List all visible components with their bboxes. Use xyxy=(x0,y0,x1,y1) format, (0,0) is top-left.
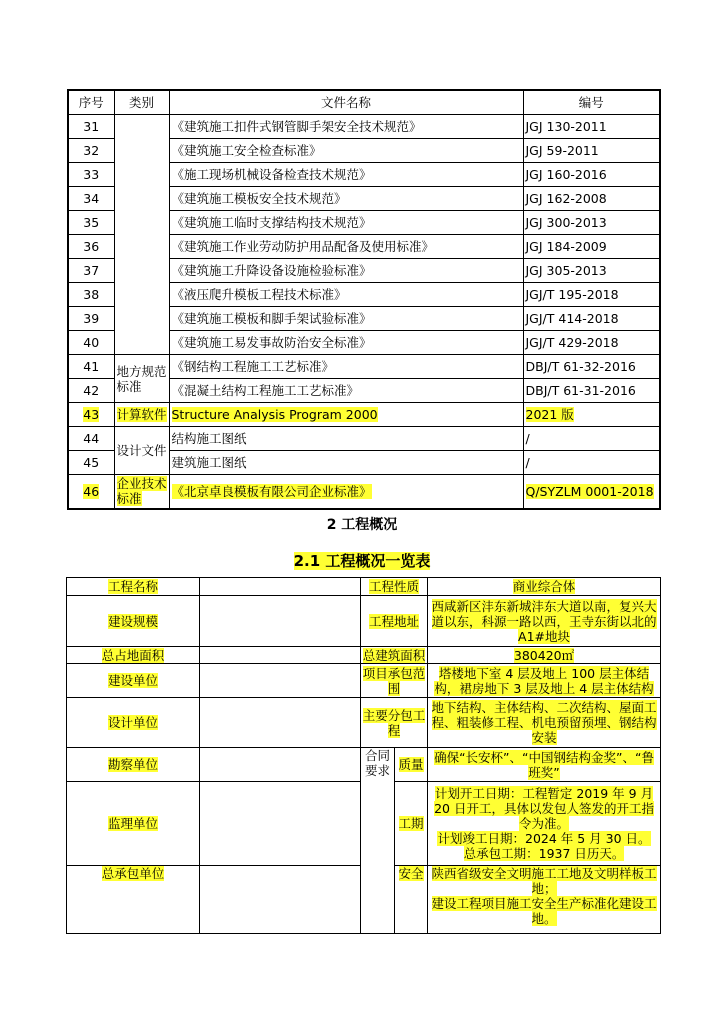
row-code: JGJ 184-2009 xyxy=(523,235,660,259)
supervisor-label: 监理单位 xyxy=(67,782,200,866)
survey-value xyxy=(200,748,361,782)
safety-value: 陕西省级安全文明施工工地及文明样板工地； 建设工程项目施工安全生产标准化建设工地。 xyxy=(428,866,661,934)
row-document-name: 《建筑施工模板和脚手架试验标准》 xyxy=(169,307,523,331)
row-category: 设计文件 xyxy=(114,427,169,475)
subcontract-label: 主要分包工程 xyxy=(361,698,428,748)
row-category: 计算软件 xyxy=(114,403,169,427)
row-code: 2021 版 xyxy=(523,403,660,427)
contract-scope-value: 塔楼地下室 4 层及地上 100 层主体结构，裙房地下 3 层及地上 4 层主体结构 xyxy=(428,664,661,698)
row-category: 企业技术标准 xyxy=(114,475,169,509)
table-header-row xyxy=(68,90,660,115)
row-code: JGJ 305-2013 xyxy=(523,259,660,283)
total-area-label: 总建筑面积 xyxy=(361,647,428,664)
quality-label: 质量 xyxy=(395,748,428,782)
row-code: JGJ 300-2013 xyxy=(523,211,660,235)
row-document-name: 《建筑施工模板安全技术规范》 xyxy=(169,187,523,211)
row-code: JGJ 130-2011 xyxy=(523,115,660,139)
subcontract-value: 地下结构、主体结构、二次结构、屋面工程、粗装修工程、机电预留预埋、钢结构安装 xyxy=(428,698,661,748)
row-number: 45 xyxy=(68,451,114,475)
row-code: Q/SYZLM 0001-2018 xyxy=(523,475,660,509)
designer-value xyxy=(200,698,361,748)
header-no: 序号 xyxy=(68,90,114,115)
schedule-value: 计划开工日期：工程暂定 2019 年 9 月 20 日开工，具体以发包人签发的开工指令为准。 计划竣工日期：2024 年 5 月 30 日。 总承包工期：1937 日历天。 xyxy=(428,782,661,866)
gc-value xyxy=(200,866,361,934)
row-code: DBJ/T 61-32-2016 xyxy=(523,355,660,379)
row-code: / xyxy=(523,451,660,475)
row-number: 34 xyxy=(68,187,114,211)
row-number: 36 xyxy=(68,235,114,259)
row-code: / xyxy=(523,427,660,451)
owner-value xyxy=(200,664,361,698)
safety-label: 安全 xyxy=(395,866,428,934)
subsection-title xyxy=(0,551,724,571)
row-document-name: 《液压爬升模板工程技术标准》 xyxy=(169,283,523,307)
project-name-value xyxy=(200,578,361,596)
row-document-name: Structure Analysis Program 2000 xyxy=(169,403,523,427)
row-number: 42 xyxy=(68,379,114,403)
table-row xyxy=(67,596,661,647)
build-scale-value xyxy=(200,596,361,647)
table-row xyxy=(67,748,661,782)
row-document-name: 结构施工图纸 xyxy=(169,427,523,451)
supervisor-value xyxy=(200,782,361,866)
row-document-name: 《建筑施工升降设备设施检验标准》 xyxy=(169,259,523,283)
table-row xyxy=(68,475,660,509)
land-area-value xyxy=(200,647,361,664)
row-document-name: 《钢结构工程施工工艺标准》 xyxy=(169,355,523,379)
row-document-name: 《建筑施工作业劳动防护用品配备及使用标准》 xyxy=(169,235,523,259)
row-category: 地方规范标准 xyxy=(114,355,169,403)
row-code: JGJ/T 195-2018 xyxy=(523,283,660,307)
row-document-name: 《建筑施工安全检查标准》 xyxy=(169,139,523,163)
row-document-name: 《建筑施工扣件式钢管脚手架安全技术规范》 xyxy=(169,115,523,139)
row-number: 39 xyxy=(68,307,114,331)
quality-value: 确保“长安杯”、“中国钢结构金奖”、“鲁班奖” xyxy=(428,748,661,782)
section-title: 2 工程概况 xyxy=(326,517,398,533)
standards-table xyxy=(67,89,661,510)
row-document-name: 《建筑施工临时支撑结构技术规范》 xyxy=(169,211,523,235)
row-code: JGJ 160-2016 xyxy=(523,163,660,187)
project-nature-label: 工程性质 xyxy=(361,578,428,596)
row-document-name: 建筑施工图纸 xyxy=(169,451,523,475)
table-row xyxy=(68,355,660,379)
table-row xyxy=(67,698,661,748)
header-code: 编号 xyxy=(523,90,660,115)
table-row xyxy=(67,664,661,698)
designer-label: 设计单位 xyxy=(67,698,200,748)
location-value: 西咸新区沣东新城沣东大道以南，复兴大道以东，科源一路以西，王寺东街以北的A1#地块 xyxy=(428,596,661,647)
row-number: 31 xyxy=(68,115,114,139)
overview-table xyxy=(66,577,661,934)
row-number: 38 xyxy=(68,283,114,307)
row-number: 32 xyxy=(68,139,114,163)
subsection-title-text: 2.1 工程概况一览表 xyxy=(293,552,431,570)
row-number: 35 xyxy=(68,211,114,235)
header-name: 文件名称 xyxy=(169,90,523,115)
table-row xyxy=(68,115,660,139)
contract-scope-label: 项目承包范围 xyxy=(361,664,428,698)
table-row xyxy=(68,427,660,451)
row-number: 44 xyxy=(68,427,114,451)
survey-label: 勘察单位 xyxy=(67,748,200,782)
row-code: DBJ/T 61-31-2016 xyxy=(523,379,660,403)
row-code: JGJ/T 414-2018 xyxy=(523,307,660,331)
schedule-label: 工期 xyxy=(395,782,428,866)
row-number: 41 xyxy=(68,355,114,379)
project-name-label: 工程名称 xyxy=(67,578,200,596)
table-row xyxy=(67,578,661,596)
land-area-label: 总占地面积 xyxy=(67,647,200,664)
row-number: 40 xyxy=(68,331,114,355)
build-scale-label: 建设规模 xyxy=(67,596,200,647)
row-category xyxy=(114,115,169,355)
row-code: JGJ 162-2008 xyxy=(523,187,660,211)
header-category: 类别 xyxy=(114,90,169,115)
row-document-name: 《建筑施工易发事故防治安全标准》 xyxy=(169,331,523,355)
row-number: 33 xyxy=(68,163,114,187)
row-number: 46 xyxy=(68,475,114,509)
row-code: JGJ/T 429-2018 xyxy=(523,331,660,355)
row-document-name: 《北京卓良模板有限公司企业标准》 xyxy=(169,475,523,509)
table-row xyxy=(67,647,661,664)
row-document-name: 《混凝土结构工程施工工艺标准》 xyxy=(169,379,523,403)
project-nature-value: 商业综合体 xyxy=(428,578,661,596)
location-label: 工程地址 xyxy=(361,596,428,647)
table-row xyxy=(68,403,660,427)
contract-req-label: 合同要求 xyxy=(361,748,395,934)
row-code: JGJ 59-2011 xyxy=(523,139,660,163)
row-document-name: 《施工现场机械设备检查技术规范》 xyxy=(169,163,523,187)
total-area-value: 380420㎡ xyxy=(428,647,661,664)
row-number: 37 xyxy=(68,259,114,283)
gc-label: 总承包单位 xyxy=(67,866,200,934)
row-number: 43 xyxy=(68,403,114,427)
owner-label: 建设单位 xyxy=(67,664,200,698)
